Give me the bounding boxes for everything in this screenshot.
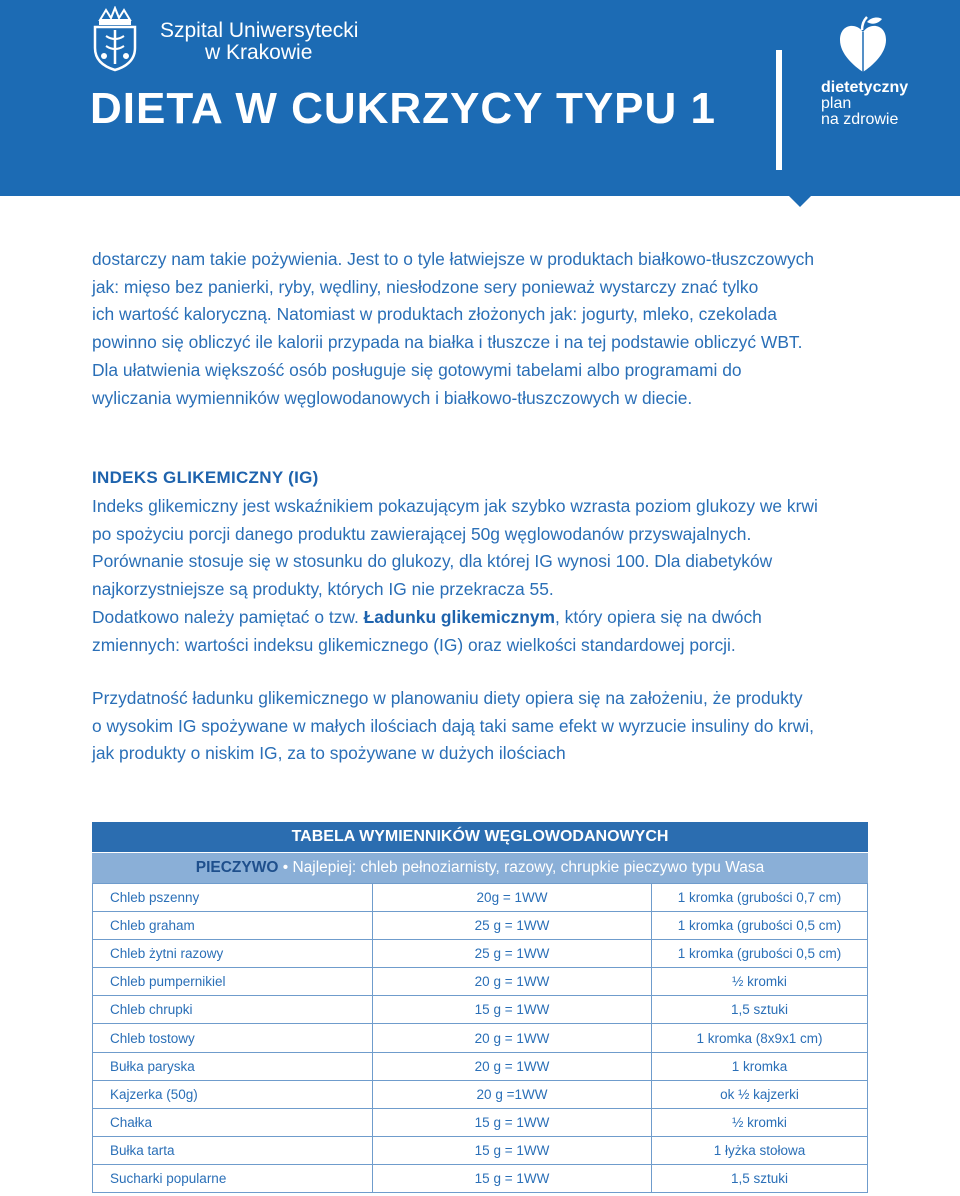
table-row xyxy=(93,912,868,940)
hospital-name-line1: Szpital Uniwersytecki xyxy=(160,19,359,42)
portion-cell: 1 kromka (grubości 0,7 cm) xyxy=(652,884,868,912)
table-category-note: Najlepiej: chleb pełnoziarnisty, razowy, chrupkie pieczywo typu Wasa xyxy=(292,859,765,876)
portion-cell: 1 kromka (grubości 0,5 cm) xyxy=(652,912,868,940)
ig-paragraph xyxy=(92,493,882,659)
exchange-amount-cell: 15 g = 1WW xyxy=(373,1108,652,1136)
table-category: PIECZYWO xyxy=(195,859,279,876)
usefulness-line: o wysokim IG spożywane w małych ilościach dają taki same efekt w wyrzucie insuliny do krwi, xyxy=(92,715,814,736)
ig-line-glycemic-load xyxy=(92,604,882,632)
hospital-name-line2: w Krakowie xyxy=(205,41,313,64)
product-name-cell: Chleb pumpernikiel xyxy=(93,968,373,996)
table-body xyxy=(92,883,868,1193)
product-name-cell: Chleb graham xyxy=(93,912,373,940)
exchange-amount-cell: 20 g = 1WW xyxy=(373,1024,652,1052)
brand-line3: na zdrowie xyxy=(821,111,899,128)
intro-line: Dla ułatwienia większość osób posługuje się gotowymi tabelami albo programami do xyxy=(92,359,742,380)
exchange-amount-cell: 15 g = 1WW xyxy=(373,1164,652,1192)
header-divider xyxy=(776,50,782,170)
product-name-cell: Sucharki popularne xyxy=(93,1164,373,1192)
portion-cell: 1 kromka xyxy=(652,1052,868,1080)
portion-cell: 1,5 sztuki xyxy=(652,996,868,1024)
portion-cell: 1 kromka (grubości 0,5 cm) xyxy=(652,940,868,968)
portion-cell: 1 łyżka stołowa xyxy=(652,1136,868,1164)
product-name-cell: Chleb żytni razowy xyxy=(93,940,373,968)
table-category-bullet: • xyxy=(278,859,293,876)
table-row xyxy=(93,1052,868,1080)
table-category-row xyxy=(92,852,868,883)
product-name-cell: Kajzerka (50g) xyxy=(93,1080,373,1108)
product-name-cell: Chałka xyxy=(93,1108,373,1136)
portion-cell: ½ kromki xyxy=(652,968,868,996)
exchange-amount-cell: 20 g = 1WW xyxy=(373,968,652,996)
apple-heart-logo-icon xyxy=(836,14,890,74)
ig-line5-pre: Dodatkowo należy pamiętać o tzw. xyxy=(92,606,364,627)
ig-line: po spożyciu porcji danego produktu zawierającej 50g węglowodanów przyswajalnych. xyxy=(92,523,752,544)
exchange-amount-cell: 25 g = 1WW xyxy=(373,912,652,940)
portion-cell: 1,5 sztuki xyxy=(652,1164,868,1192)
portion-cell: ok ½ kajzerki xyxy=(652,1080,868,1108)
ig-line: Porównanie stosuje się w stosunku do glukozy, dla której IG wynosi 100. Dla diabetyków xyxy=(92,551,773,572)
usefulness-line: Przydatność ładunku glikemicznego w planowaniu diety opiera się na założeniu, że produkty xyxy=(92,688,803,708)
intro-line: ich wartość kaloryczną. Natomiast w produktach złożonych jak: jogurty, mleko, czekolada xyxy=(92,304,777,325)
exchange-amount-cell: 20g = 1WW xyxy=(373,884,652,912)
table-row xyxy=(93,940,868,968)
ig-line: najkorzystniejsze są produkty, których IG nie przekracza 55. xyxy=(92,579,554,600)
exchange-amount-cell: 25 g = 1WW xyxy=(373,940,652,968)
page-header xyxy=(0,0,960,196)
intro-line: dostarczy nam takie pożywienia. Jest to o tyle łatwiejsze w produktach białkowo-tłuszczowych xyxy=(92,249,815,269)
exchange-amount-cell: 20 g = 1WW xyxy=(373,1052,652,1080)
product-name-cell: Chleb tostowy xyxy=(93,1024,373,1052)
table-row xyxy=(93,884,868,912)
carb-exchange-table xyxy=(92,822,868,1193)
ig-line: Indeks glikemiczny jest wskaźnikiem pokazującym jak szybko wzrasta poziom glukozy we krwi xyxy=(92,496,818,516)
table-title: TABELA WYMIENNIKÓW WĘGLOWODANOWYCH xyxy=(92,822,868,852)
brand-line2: plan xyxy=(821,95,852,112)
brand-logo-text xyxy=(821,80,908,128)
brand-line1: dietetyczny xyxy=(821,79,909,96)
intro-paragraph xyxy=(92,246,882,412)
hospital-name xyxy=(160,20,358,64)
hospital-crest-icon xyxy=(90,6,140,72)
intro-line: wyliczania wymienników węglowodanowych i białkowo-tłuszczowych w diecie. xyxy=(92,387,693,408)
ig-section-heading: INDEKS GLIKEMICZNY (IG) xyxy=(92,468,319,487)
product-name-cell: Bułka tarta xyxy=(93,1136,373,1164)
ig-line5-post: , który opiera się na dwóch xyxy=(554,606,762,627)
product-name-cell: Chleb chrupki xyxy=(93,996,373,1024)
product-name-cell: Chleb pszenny xyxy=(93,884,373,912)
product-name-cell: Bułka paryska xyxy=(93,1052,373,1080)
exchange-amount-cell: 15 g = 1WW xyxy=(373,1136,652,1164)
table-row xyxy=(93,1108,868,1136)
table-row xyxy=(93,1024,868,1052)
table-row xyxy=(93,996,868,1024)
table-row xyxy=(93,968,868,996)
exchange-amount-cell: 15 g = 1WW xyxy=(373,996,652,1024)
header-pointer xyxy=(788,195,812,207)
table-row xyxy=(93,1136,868,1164)
intro-line: powinno się obliczyć ile kalorii przypada na białka i tłuszcze i na tej podstawie obliczyć WBT. xyxy=(92,332,803,353)
table-row xyxy=(93,1164,868,1192)
intro-line: jak: mięso bez panierki, ryby, wędliny, niesłodzone sery ponieważ wystarczy znać tylko xyxy=(92,276,759,297)
portion-cell: ½ kromki xyxy=(652,1108,868,1136)
usefulness-paragraph xyxy=(92,685,882,768)
portion-cell: 1 kromka (8x9x1 cm) xyxy=(652,1024,868,1052)
table-row xyxy=(93,1080,868,1108)
usefulness-line: jak produkty o niskim IG, za to spożywane w dużych ilościach xyxy=(92,743,566,764)
ig-line: zmiennych: wartości indeksu glikemicznego (IG) oraz wielkości standardowej porcji. xyxy=(92,634,736,655)
exchange-amount-cell: 20 g =1WW xyxy=(373,1080,652,1108)
glycemic-load-term: Ładunku glikemicznym xyxy=(363,606,555,627)
page-title: DIETA W CUKRZYCY TYPU 1 xyxy=(90,84,717,133)
